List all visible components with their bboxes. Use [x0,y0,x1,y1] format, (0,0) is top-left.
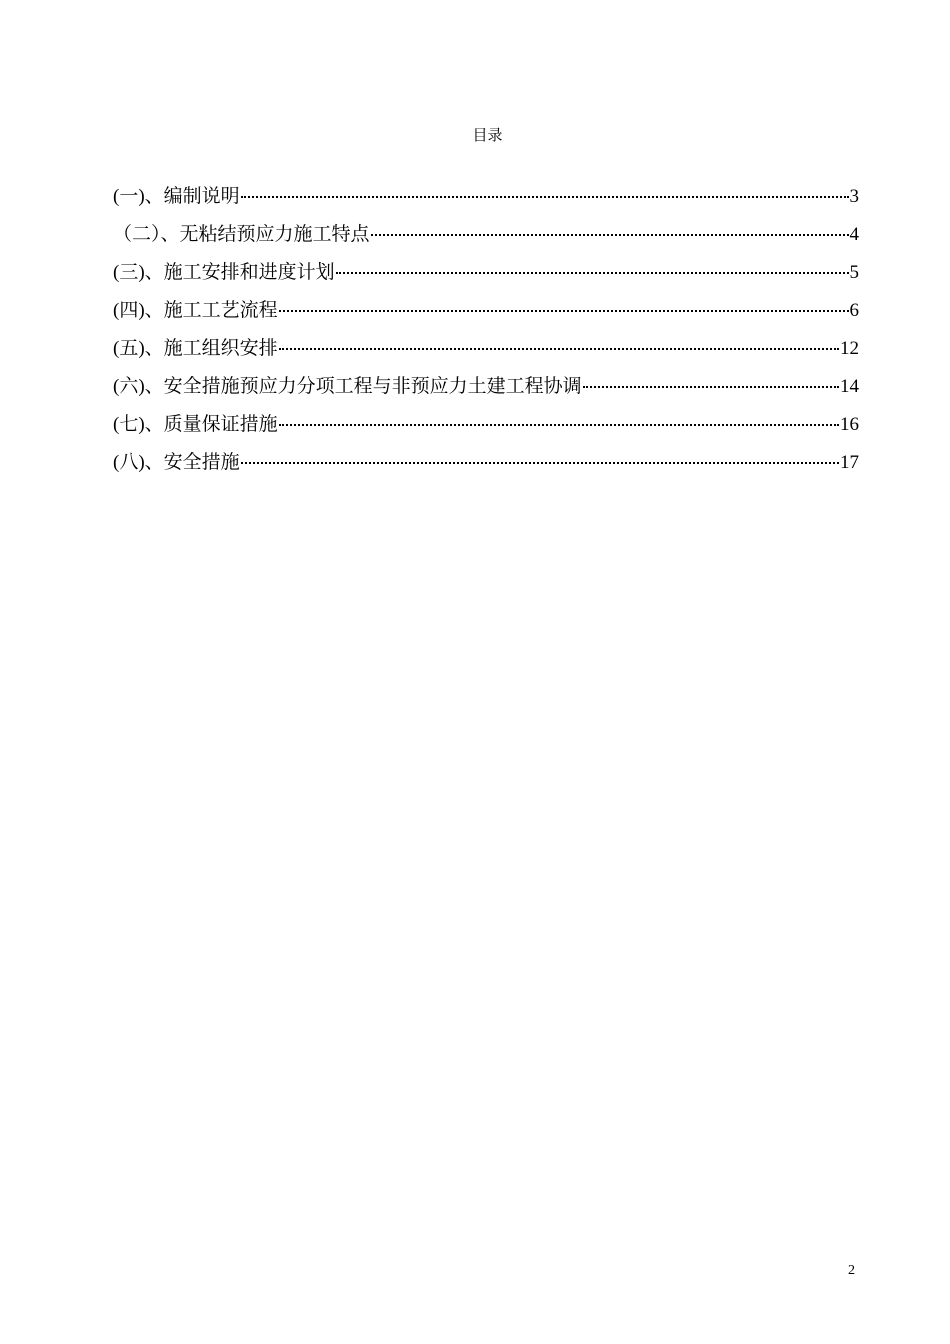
page-number: 2 [848,1263,855,1278]
toc-dot-leader [241,196,849,198]
toc-entry-page: 12 [840,338,859,359]
toc-dot-leader [241,462,839,464]
toc-entry-page: 14 [840,376,859,397]
toc-dot-leader [279,310,849,312]
toc-dot-leader [583,386,839,388]
toc-entry-page: 4 [849,224,859,245]
toc-entry[interactable] [113,411,859,449]
toc-entry[interactable] [113,297,859,335]
toc-dot-leader [279,348,839,350]
toc-entry-page: 17 [840,452,859,473]
toc-entry-page: 3 [849,186,859,207]
toc-entry[interactable] [113,335,859,373]
toc-entry-label: (一)、编制说明 [113,186,240,207]
toc-entry-label: (八)、安全措施 [113,452,240,473]
toc-dot-leader [279,424,839,426]
toc-title: 目录 [472,126,503,144]
toc-entry-page: 16 [840,414,859,435]
toc-entry-label: (三)、施工安排和进度计划 [113,262,335,283]
toc-entry[interactable] [113,221,859,259]
toc-entry-page: 5 [849,262,859,283]
toc-dot-leader [371,234,849,236]
toc-entry[interactable] [113,259,859,297]
table-of-contents [113,183,859,487]
toc-entry-label: （二）、无粘结预应力施工特点 [113,224,370,245]
toc-entry[interactable] [113,373,859,411]
toc-entry-label: (六)、安全措施预应力分项工程与非预应力土建工程协调 [113,376,582,397]
toc-entry-page: 6 [849,300,859,321]
toc-entry[interactable] [113,449,859,487]
toc-dot-leader [336,272,849,274]
toc-entry[interactable] [113,183,859,221]
toc-entry-label: (四)、施工工艺流程 [113,300,278,321]
toc-entry-label: (七)、质量保证措施 [113,414,278,435]
toc-entry-label: (五)、施工组织安排 [113,338,278,359]
